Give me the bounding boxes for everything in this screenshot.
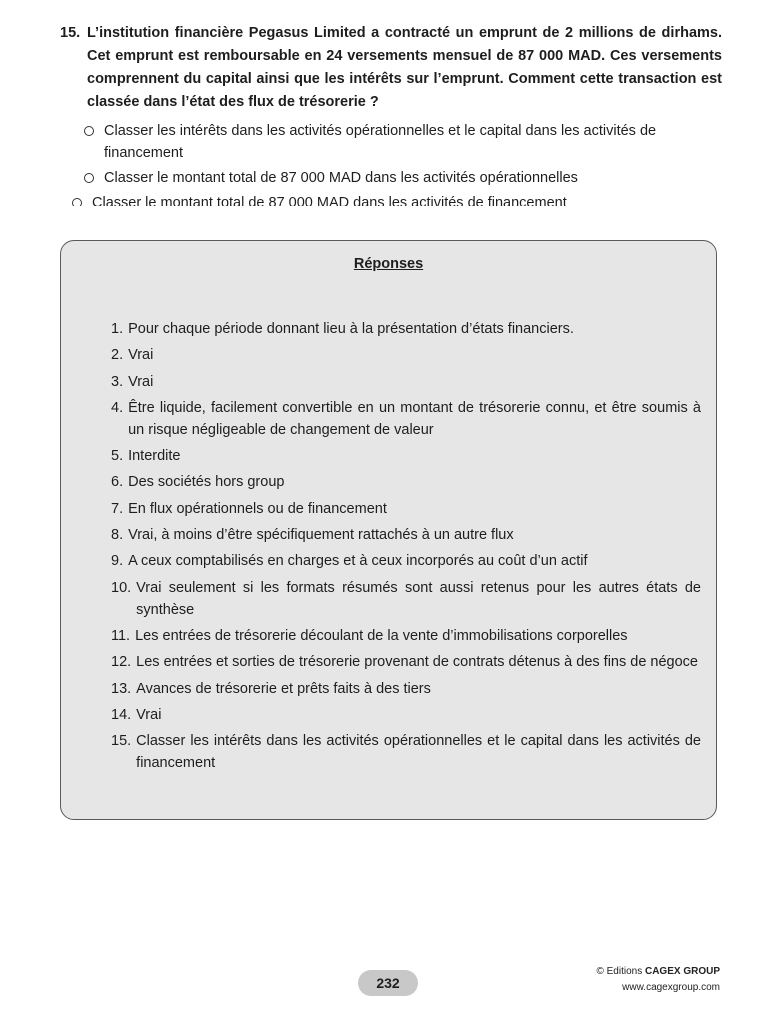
answer-number: 2. [111, 347, 124, 364]
answers-list [111, 318, 701, 778]
answer-text: En flux opérationnels ou de financement [128, 500, 387, 517]
answer-number: 11. [111, 627, 131, 644]
answer-number: 3. [111, 373, 124, 390]
answer-text: Interdite [128, 448, 181, 465]
radio-circle-icon[interactable] [84, 173, 94, 183]
radio-circle-icon[interactable] [84, 126, 94, 136]
option-2[interactable] [84, 167, 724, 189]
answer-text: Les entrées et sorties de trésorerie provenant de contrats détenus à des fins de négoce [136, 654, 698, 671]
answer-item [111, 625, 701, 647]
publisher-website[interactable]: www.cagexgroup.com [622, 982, 720, 993]
publisher-footer [596, 964, 720, 996]
question-15 [60, 22, 722, 114]
question-number: 15. [60, 25, 81, 41]
option-label: Classer le montant total de 87 000 MAD dans les activités opérationnelles [104, 170, 578, 186]
answer-number: 14. [111, 706, 132, 723]
copyright-line [596, 964, 720, 980]
option-label: Classer le montant total de 87 000 MAD dans les activités de financement [92, 195, 567, 206]
answer-item [111, 651, 701, 673]
answer-item [111, 318, 701, 340]
answer-text: Être liquide, facilement convertible en un montant de trésorerie connu, et être soumis à un risque négligeable de changement de valeur [128, 399, 701, 438]
answer-number: 7. [111, 500, 124, 517]
answer-item [111, 577, 701, 621]
answer-number: 15. [111, 733, 132, 750]
answer-item [111, 445, 701, 467]
answer-item [111, 498, 701, 520]
answer-text: A ceux comptabilisés en charges et à ceux incorporés au coût d’un actif [128, 553, 588, 570]
answer-text: Vrai [136, 706, 162, 723]
answer-item [111, 550, 701, 572]
answers-panel [60, 240, 717, 820]
answer-item [111, 371, 701, 393]
answer-text: Vrai [128, 373, 154, 390]
answer-number: 1. [111, 321, 124, 337]
answer-item [111, 678, 701, 700]
option-3[interactable] [72, 192, 724, 206]
answer-number: 8. [111, 527, 124, 544]
answer-number: 5. [111, 448, 124, 465]
answer-item [111, 704, 701, 726]
answer-number: 13. [111, 680, 132, 697]
page-number: 232 [358, 970, 418, 996]
answer-options [84, 120, 724, 209]
answer-number: 10. [111, 579, 132, 596]
answer-number: 12. [111, 654, 132, 671]
option-label: Classer les intérêts dans les activités opérationnelles et le capital dans les activités de financement [104, 123, 657, 161]
answer-text: Vrai [128, 347, 154, 364]
radio-circle-icon[interactable] [72, 198, 82, 206]
answer-item [111, 524, 701, 546]
answer-number: 4. [111, 399, 124, 416]
answer-text: Avances de trésorerie et prêts faits à des tiers [136, 680, 431, 697]
answer-item [111, 397, 701, 441]
answer-item [111, 730, 701, 774]
answer-number: 6. [111, 474, 124, 491]
answer-item [111, 344, 701, 366]
publisher-name: CAGEX GROUP [644, 966, 720, 977]
answer-text: Pour chaque période donnant lieu à la présentation d’états financiers. [128, 321, 574, 337]
option-1[interactable] [84, 120, 724, 164]
answer-text: Vrai seulement si les formats résumés sont aussi retenus pour les autres états de synthèse [136, 579, 701, 618]
answer-text: Des sociétés hors group [128, 474, 285, 491]
answers-title: Réponses [353, 256, 424, 272]
answer-item [111, 471, 701, 493]
answer-number: 9. [111, 553, 124, 570]
question-text: L’institution financière Pegasus Limited a contracté un emprunt de 2 millions de dirhams. Cet emprunt est remboursable en 24 versements mensuel de 87 000 MAD. Ces versements comprennent du capital ainsi que les intérêts sur l’emprunt. Comment cette transaction est classée dans l’état des flux de trésorerie ? [87, 25, 722, 110]
answer-text: Vrai, à moins d’être spécifiquement rattachés à un autre flux [128, 527, 514, 544]
answer-text: Classer les intérêts dans les activités opérationnelles et le capital dans les activités de financement [136, 733, 701, 772]
answer-text: Les entrées de trésorerie découlant de la vente d’immobilisations corporelles [135, 627, 628, 644]
copyright-prefix: © Editions [596, 966, 643, 977]
